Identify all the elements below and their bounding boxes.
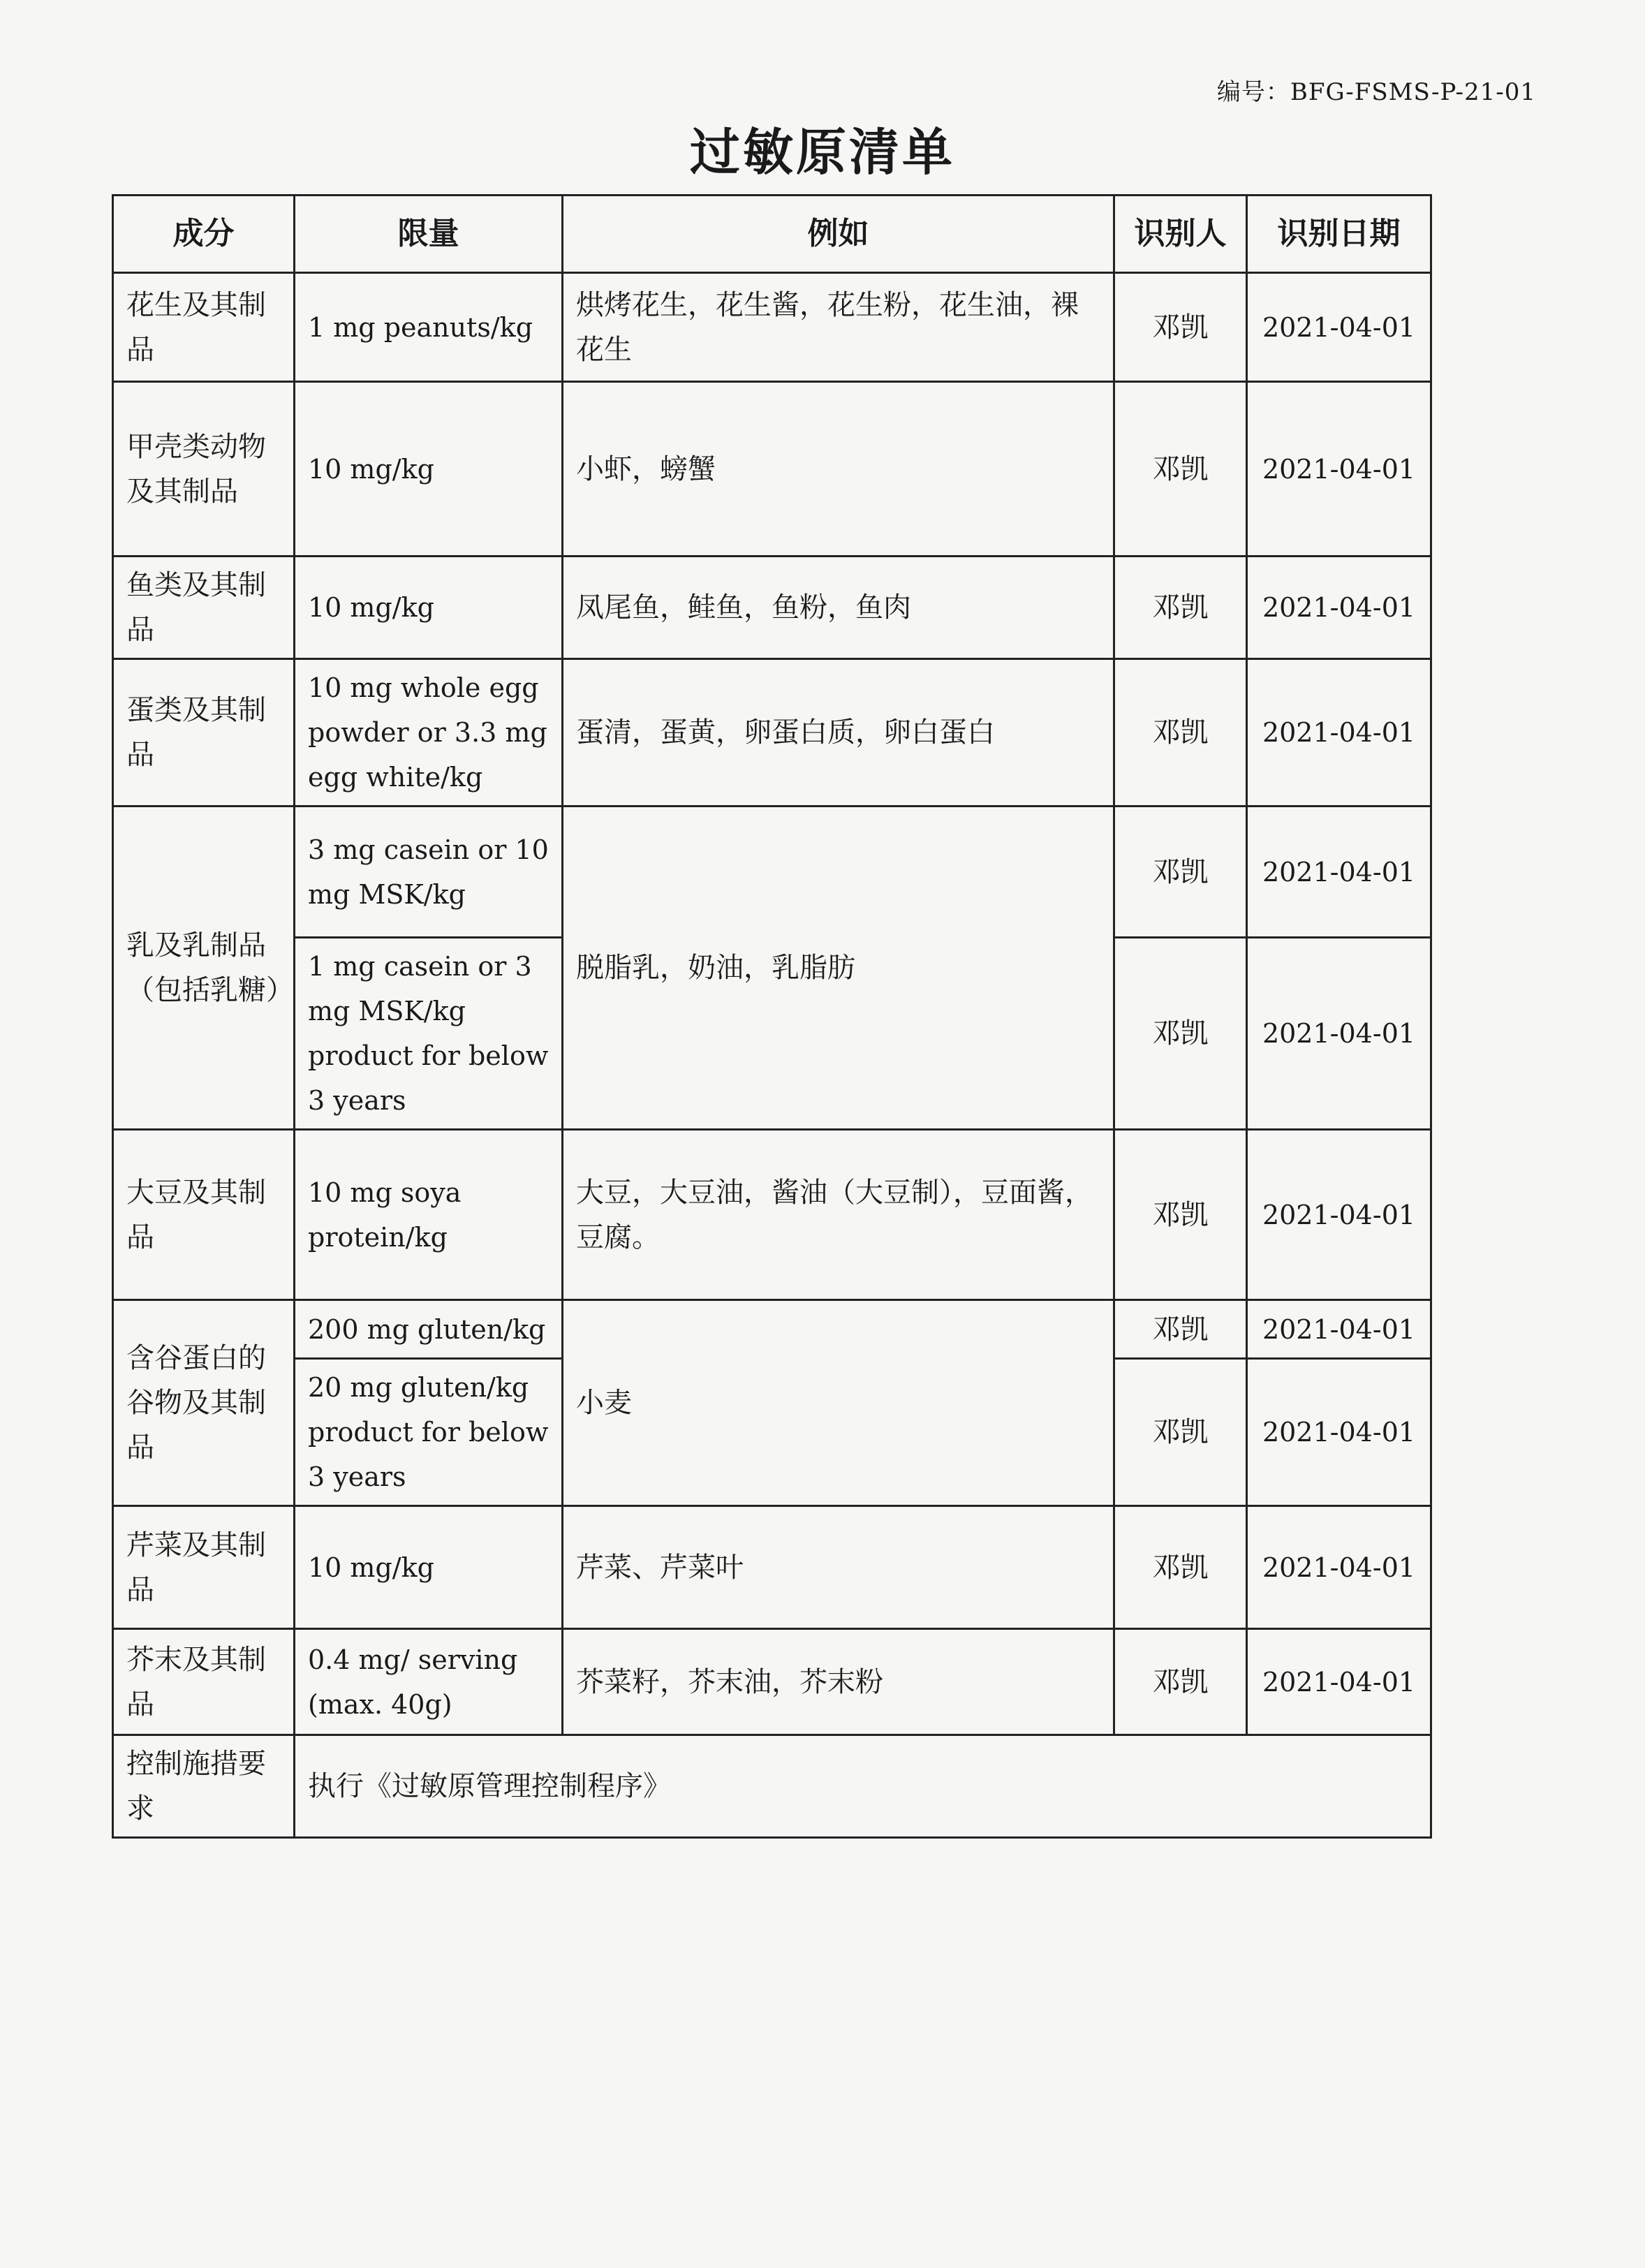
date-cell: 2021-04-01 [1247, 807, 1431, 938]
document-title: 过敏原清单 [689, 122, 955, 182]
limit-cell: 3 mg casein or 10 mg MSK/kg [295, 807, 563, 938]
identifier-cell: 邓凯 [1114, 1629, 1247, 1735]
component-cell: 乳及乳制品（包括乳糖） [113, 807, 295, 1130]
example-cell: 小虾，螃蟹 [563, 382, 1114, 557]
date-cell: 2021-04-01 [1247, 1506, 1431, 1629]
date-cell: 2021-04-01 [1247, 557, 1431, 659]
table-row [113, 659, 1431, 807]
limit-cell: 1 mg casein or 3 mg MSK/kg product for below 3 years [295, 938, 563, 1130]
identifier-cell: 邓凯 [1114, 938, 1247, 1130]
table-row [113, 807, 1431, 938]
limit-cell: 1 mg peanuts/kg [295, 273, 563, 382]
header-identifier: 识别人 [1114, 196, 1247, 273]
component-cell: 花生及其制品 [113, 273, 295, 382]
identifier-cell: 邓凯 [1114, 273, 1247, 382]
header-limit: 限量 [295, 196, 563, 273]
header-date: 识别日期 [1247, 196, 1431, 273]
identifier-cell: 邓凯 [1114, 557, 1247, 659]
allergen-table [112, 194, 1432, 1839]
example-cell: 小麦 [563, 1300, 1114, 1506]
limit-cell: 10 mg/kg [295, 1506, 563, 1629]
example-cell: 芹菜、芹菜叶 [563, 1506, 1114, 1629]
component-cell: 甲壳类动物及其制品 [113, 382, 295, 557]
component-cell: 鱼类及其制品 [113, 557, 295, 659]
date-cell: 2021-04-01 [1247, 938, 1431, 1130]
header-component: 成分 [113, 196, 295, 273]
table-row [113, 1506, 1431, 1629]
component-cell: 芥末及其制品 [113, 1629, 295, 1735]
date-cell: 2021-04-01 [1247, 382, 1431, 557]
control-row [113, 1735, 1431, 1838]
component-cell: 含谷蛋白的谷物及其制品 [113, 1300, 295, 1506]
date-cell: 2021-04-01 [1247, 659, 1431, 807]
component-cell: 大豆及其制品 [113, 1130, 295, 1300]
date-cell: 2021-04-01 [1247, 1300, 1431, 1359]
example-cell: 芥菜籽，芥末油，芥末粉 [563, 1629, 1114, 1735]
table-row [113, 557, 1431, 659]
table-row [113, 1130, 1431, 1300]
table-row [113, 273, 1431, 382]
limit-cell: 10 mg/kg [295, 382, 563, 557]
identifier-cell: 邓凯 [1114, 1300, 1247, 1359]
identifier-cell: 邓凯 [1114, 382, 1247, 557]
component-cell: 芹菜及其制品 [113, 1506, 295, 1629]
identifier-cell: 邓凯 [1114, 659, 1247, 807]
example-cell: 凤尾鱼，鲑鱼，鱼粉，鱼肉 [563, 557, 1114, 659]
identifier-cell: 邓凯 [1114, 807, 1247, 938]
limit-cell: 10 mg soya protein/kg [295, 1130, 563, 1300]
example-cell: 蛋清，蛋黄，卵蛋白质，卵白蛋白 [563, 659, 1114, 807]
identifier-cell: 邓凯 [1114, 1506, 1247, 1629]
date-cell: 2021-04-01 [1247, 1130, 1431, 1300]
date-cell: 2021-04-01 [1247, 1359, 1431, 1506]
table-row [113, 1629, 1431, 1735]
table-row [113, 1300, 1431, 1359]
limit-cell: 10 mg whole egg powder or 3.3 mg egg white/kg [295, 659, 563, 807]
limit-cell: 10 mg/kg [295, 557, 563, 659]
limit-cell: 0.4 mg/ serving (max. 40g) [295, 1629, 563, 1735]
example-cell: 脱脂乳，奶油，乳脂肪 [563, 807, 1114, 1130]
control-label-cell: 控制施措要求 [113, 1735, 295, 1838]
header-row [113, 196, 1431, 273]
date-cell: 2021-04-01 [1247, 1629, 1431, 1735]
example-cell: 大豆，大豆油，酱油（大豆制），豆面酱，豆腐。 [563, 1130, 1114, 1300]
example-cell: 烘烤花生，花生酱，花生粉，花生油，裸花生 [563, 273, 1114, 382]
table-row [113, 382, 1431, 557]
header-example: 例如 [563, 196, 1114, 273]
control-text-cell: 执行《过敏原管理控制程序》 [295, 1735, 1431, 1838]
component-cell: 蛋类及其制品 [113, 659, 295, 807]
limit-cell: 200 mg gluten/kg [295, 1300, 563, 1359]
limit-cell: 20 mg gluten/kg product for below 3 years [295, 1359, 563, 1506]
identifier-cell: 邓凯 [1114, 1130, 1247, 1300]
identifier-cell: 邓凯 [1114, 1359, 1247, 1506]
date-cell: 2021-04-01 [1247, 273, 1431, 382]
document-number: 编号：BFG-FSMS-P-21-01 [1216, 78, 1536, 106]
